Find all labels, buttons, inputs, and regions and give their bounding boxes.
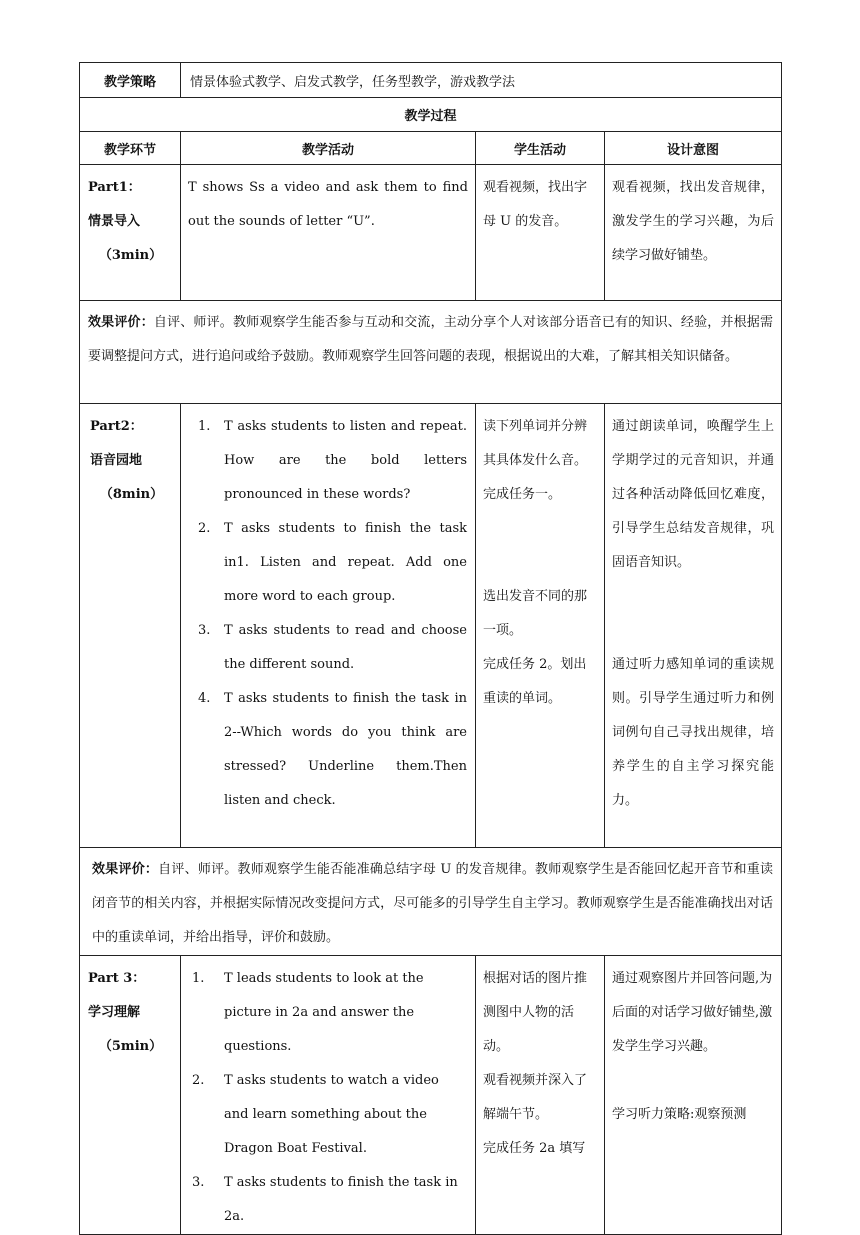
list-item: 1. T leads students to look at the picture in 2a and answer the questions. xyxy=(192,971,424,1054)
list-item: 4. T asks students to finish the task in 2--Which words do you think are stressed? Underline them.Then listen and check. xyxy=(198,691,467,808)
part1-student: 观看视频，找出字母 U 的发音。 xyxy=(483,180,588,229)
part1-time: （3min） xyxy=(98,248,163,263)
part3-student-2: 观看视频并深入了解端午节。 xyxy=(483,1073,588,1122)
process-title-row xyxy=(80,98,782,132)
part2-intent-2: 通过听力感知单词的重读规则。引导学生通过听力和例词例句自己寻找出规律，培养学生的自主学习探究能力。 xyxy=(612,657,774,808)
eval1-cell xyxy=(80,301,782,404)
part2-title: 语音园地 xyxy=(90,453,143,468)
strategy-value: 情景体验式教学、启发式教学，任务型教学，游戏教学法 xyxy=(181,63,782,98)
part3-row xyxy=(80,956,782,1235)
part3-stage xyxy=(80,956,181,1235)
part1-intent: 观看视频，找出发音规律，激发学生的学习兴趣，为后续学习做好铺垫。 xyxy=(612,180,774,263)
part1-title: 情景导入 xyxy=(88,214,141,229)
lesson-plan-table xyxy=(79,62,782,1235)
strategy-row xyxy=(80,63,782,98)
part2-teacher-cell xyxy=(181,404,476,848)
part3-intent-cell xyxy=(605,956,782,1235)
part2-student-1: 读下列单词并分辨其具体发什么音。 xyxy=(483,419,588,468)
part3-intent-1: 通过观察图片并回答问题,为后面的对话学习做好铺垫,激发学生学习兴趣。 xyxy=(612,971,773,1054)
part2-teacher-list xyxy=(188,410,467,818)
part3-student-3: 完成任务 2a 填写 xyxy=(483,1141,586,1156)
list-item: 3. T asks students to finish the task in 2a. xyxy=(192,1175,458,1224)
part2-stage xyxy=(80,404,181,848)
part3-title: 学习理解 xyxy=(88,1005,141,1020)
strategy-label: 教学策略 xyxy=(80,63,181,98)
eval2-label: 效果评价： xyxy=(92,862,159,877)
eval1-row xyxy=(80,301,782,404)
part3-teacher-cell xyxy=(181,956,476,1235)
eval2-row xyxy=(80,848,782,956)
list-item: 2. T asks students to watch a video and learn something about the Dragon Boat Festival. xyxy=(192,1073,439,1156)
part1-teacher-cell xyxy=(181,165,476,301)
header-row xyxy=(80,132,782,165)
header-student: 学生活动 xyxy=(476,132,605,165)
part3-name: Part 3： xyxy=(88,971,146,986)
part2-student-4: 完成任务 2。划出重读的单词。 xyxy=(483,657,587,706)
list-item: 1. T asks students to listen and repeat. How are the bold letters pronounced in these words? xyxy=(198,419,467,502)
header-intent: 设计意图 xyxy=(605,132,782,165)
part1-stage xyxy=(80,165,181,301)
part2-name: Part2： xyxy=(90,419,143,434)
header-teacher: 教学活动 xyxy=(181,132,476,165)
process-title: 教学过程 xyxy=(80,98,782,132)
list-item: 3. T asks students to read and choose the different sound. xyxy=(198,623,467,672)
header-stage: 教学环节 xyxy=(80,132,181,165)
part2-time: （8min） xyxy=(99,487,164,502)
eval1-label: 效果评价： xyxy=(88,315,154,330)
part3-student-cell xyxy=(476,956,605,1235)
part1-student-cell xyxy=(476,165,605,301)
part2-student-3: 选出发音不同的那一项。 xyxy=(483,589,588,638)
part3-intent-2: 学习听力策略:观察预测 xyxy=(612,1107,747,1122)
part2-intent-1: 通过朗读单词，唤醒学生上学期学过的元音知识，并通过各种活动降低回忆难度，引导学生总结发音规律，巩固语音知识。 xyxy=(612,419,774,570)
part2-row xyxy=(80,404,782,848)
part2-student-2: 完成任务一。 xyxy=(483,487,562,502)
part3-teacher-list xyxy=(188,962,463,1234)
eval2-cell xyxy=(80,848,782,956)
eval1-text: 自评、师评。教师观察学生能否参与互动和交流，主动分享个人对该部分语音已有的知识、经验，并根据需要调整提问方式，进行追问或给予鼓励。教师观察学生回答问题的表现，根据说出的大难，了解其相关知识储备。 xyxy=(88,315,773,364)
part3-student-1: 根据对话的图片推测图中人物的活动。 xyxy=(483,971,588,1054)
part1-intent-cell xyxy=(605,165,782,301)
list-item: 2. T asks students to finish the task in1. Listen and repeat. Add one more word to each group. xyxy=(198,521,467,604)
part2-student-cell xyxy=(476,404,605,848)
part1-name: Part1： xyxy=(88,180,141,195)
part3-time: （5min） xyxy=(98,1039,163,1054)
eval2-text: 自评、师评。教师观察学生能否能准确总结字母 U 的发音规律。教师观察学生是否能回忆起开音节和重读闭音节的相关内容，并根据实际情况改变提问方式，尽可能多的引导学生自主学习。教师观察学生是否能准确找出对话中的重读单词，并给出指导，评价和鼓励。 xyxy=(92,862,773,945)
part1-teacher: T shows Ss a video and ask them to find out the sounds of letter “U”. xyxy=(188,180,468,229)
part2-intent-cell xyxy=(605,404,782,848)
part1-row xyxy=(80,165,782,301)
